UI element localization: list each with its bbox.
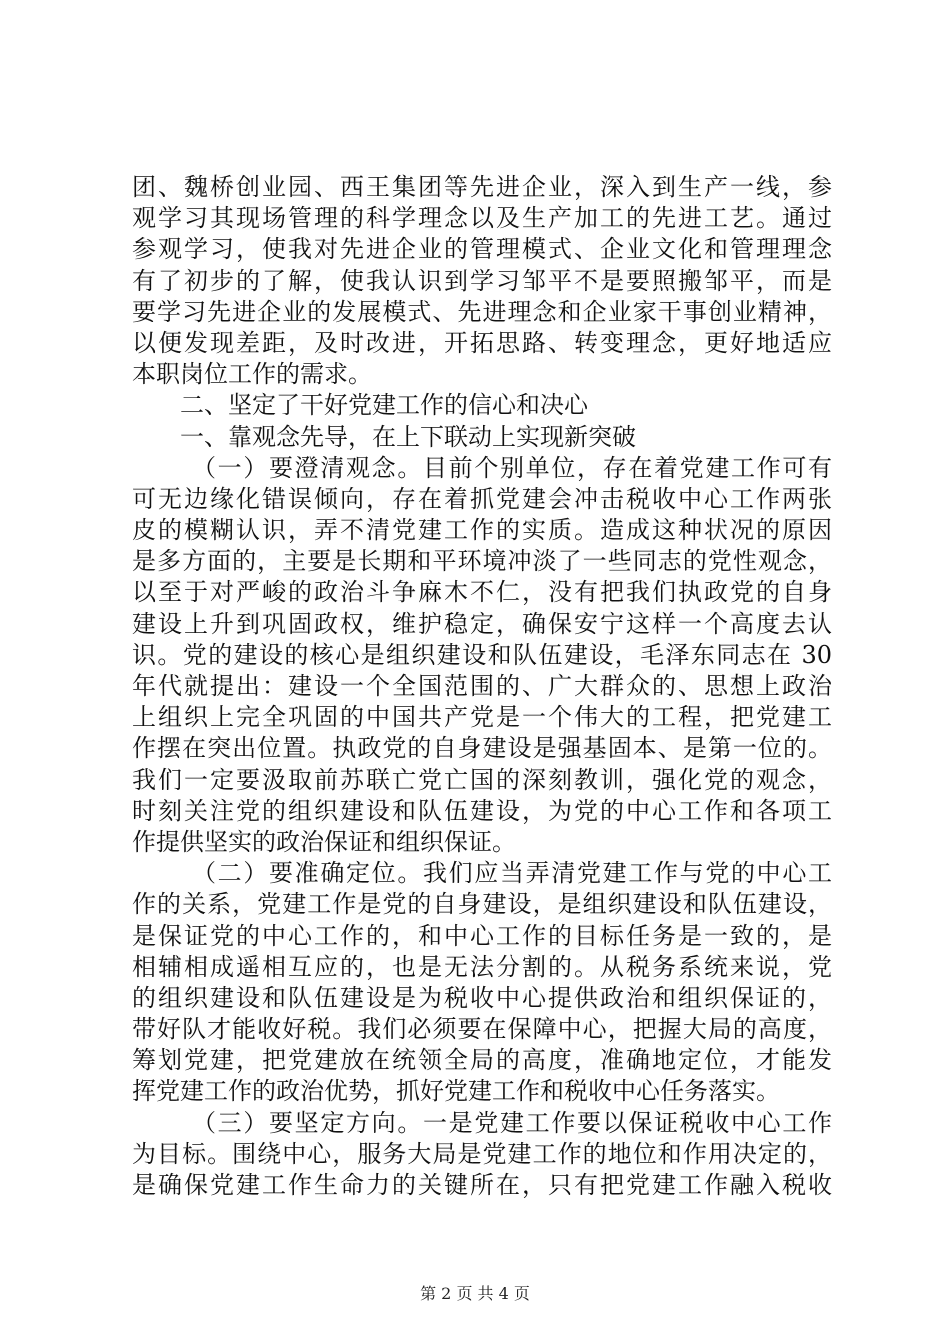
text-line: 作摆在突出位置。执政党的自身建设是强基固本、是第一位的。: [132, 734, 832, 763]
text-line: （二）要准确定位。我们应当弄清党建工作与党的中心工: [192, 859, 832, 888]
page-footer: 第 2 页 共 4 页: [420, 1284, 530, 1303]
text-line: 以便发现差距，及时改进，开拓思路、转变理念，更好地适应: [132, 328, 832, 357]
text-line: 以至于对严峻的政治斗争麻木不仁，没有把我们执政党的自身: [132, 578, 832, 607]
text-line: 时刻关注党的组织建设和队伍建设，为党的中心工作和各项工: [132, 796, 832, 825]
text-line: 作提供坚实的政治保证和组织保证。: [132, 827, 516, 856]
document-body: [132, 172, 832, 1201]
text-line: 要学习先进企业的发展模式、先进理念和企业家干事创业精神，: [132, 297, 832, 326]
text-line: 我们一定要汲取前苏联亡党亡国的深刻教训，强化党的观念，: [132, 765, 832, 794]
text-line: 参观学习，使我对先进企业的管理模式、企业文化和管理理念: [132, 235, 832, 264]
text-line: 的组织建设和队伍建设是为税收中心提供政治和组织保证的，: [132, 983, 832, 1012]
text-line: 相辅相成遥相互应的，也是无法分割的。从税务系统来说，党: [132, 952, 832, 981]
text-line: 年代就提出：建设一个全国范围的、广大群众的、思想上政治: [132, 672, 832, 700]
text-line: 有了初步的了解，使我认识到学习邹平不是要照搬邹平，而是: [132, 266, 832, 295]
text-line: 团、魏桥创业园、西王集团等先进企业，深入到生产一线，参: [132, 173, 832, 201]
text-line: 带好队才能收好税。我们必须要在保障中心，把握大局的高度，: [132, 1015, 832, 1044]
text-line: 作的关系，党建工作是党的自身建设，是组织建设和队伍建设，: [132, 890, 832, 919]
text-line: 观学习其现场管理的科学理念以及生产加工的先进工艺。通过: [132, 204, 832, 233]
text-line: 筹划党建，把党建放在统领全局的高度，准确地定位，才能发: [132, 1046, 832, 1075]
text-line: 二、坚定了干好党建工作的信心和决心: [180, 391, 588, 420]
text-line: 挥党建工作的政治优势，抓好党建工作和税收中心任务落实。: [132, 1077, 780, 1106]
text-line: 是确保党建工作生命力的关键所在，只有把党建工作融入税收: [132, 1171, 832, 1199]
text-line: 是保证党的中心工作的，和中心工作的目标任务是一致的，是: [132, 921, 832, 950]
text-line: 是多方面的，主要是长期和平环境冲淡了一些同志的党性观念，: [132, 547, 832, 576]
text-line: 上组织上完全巩固的中国共产党是一个伟大的工程，把党建工: [132, 703, 832, 732]
text-line: （一）要澄清观念。目前个别单位，存在着党建工作可有: [192, 453, 832, 482]
text-line: 皮的模糊认识，弄不清党建工作的实质。造成这种状况的原因: [132, 516, 832, 545]
text-line: 为目标。围绕中心，服务大局是党建工作的地位和作用决定的，: [132, 1139, 832, 1168]
text-line: 识。党的建设的核心是组织建设和队伍建设，毛泽东同志在 30: [132, 640, 832, 669]
text-line: 一、靠观念先导，在上下联动上实现新突破: [180, 422, 636, 451]
text-line: （三）要坚定方向。一是党建工作要以保证税收中心工作: [192, 1108, 832, 1137]
text-line: 可无边缘化错误倾向，存在着抓党建会冲击税收中心工作两张: [132, 484, 832, 513]
text-line: 本职岗位工作的需求。: [132, 360, 372, 389]
text-line: 建设上升到巩固政权，维护稳定，确保安宁这样一个高度去认: [132, 609, 832, 638]
